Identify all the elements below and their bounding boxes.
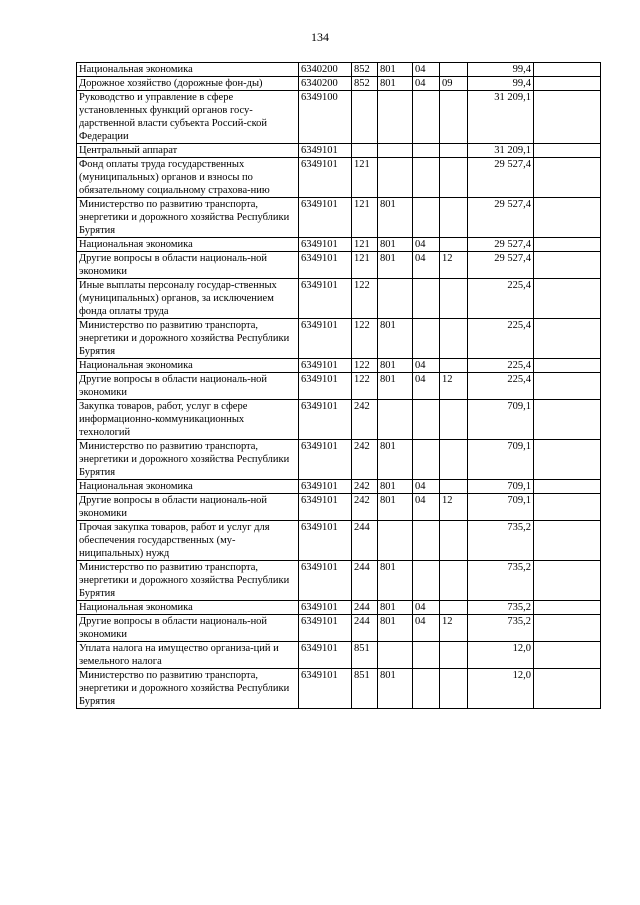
cell-target-code: 6340200 (299, 77, 352, 91)
cell-expense-type: 244 (352, 521, 378, 561)
table-row (77, 238, 601, 252)
table-row (77, 480, 601, 494)
table-row (77, 373, 601, 400)
cell-name: Другие вопросы в области националь-ной экономики (77, 494, 299, 521)
cell-expense-type: 244 (352, 561, 378, 601)
cell-amount: 31 209,1 (468, 144, 534, 158)
table-row (77, 77, 601, 91)
cell-ministry-code: 801 (378, 63, 413, 77)
cell-empty (534, 144, 601, 158)
cell-name: Министерство по развитию транспорта, энергетики и дорожного хозяйства Республики Бурятия (77, 561, 299, 601)
cell-section: 04 (413, 480, 440, 494)
cell-ministry-code: 801 (378, 373, 413, 400)
cell-ministry-code: 801 (378, 440, 413, 480)
cell-name: Министерство по развитию транспорта, энергетики и дорожного хозяйства Республики Бурятия (77, 669, 299, 709)
cell-target-code: 6349101 (299, 373, 352, 400)
cell-empty (534, 238, 601, 252)
cell-subsection (440, 158, 468, 198)
cell-target-code: 6349101 (299, 440, 352, 480)
cell-expense-type: 242 (352, 400, 378, 440)
cell-subsection: 12 (440, 494, 468, 521)
cell-target-code: 6349101 (299, 521, 352, 561)
cell-ministry-code: 801 (378, 480, 413, 494)
cell-target-code: 6349101 (299, 494, 352, 521)
cell-ministry-code: 801 (378, 601, 413, 615)
cell-section (413, 521, 440, 561)
cell-empty (534, 642, 601, 669)
cell-target-code: 6349101 (299, 279, 352, 319)
cell-empty (534, 77, 601, 91)
cell-amount: 29 527,4 (468, 238, 534, 252)
cell-empty (534, 91, 601, 144)
cell-subsection: 12 (440, 615, 468, 642)
cell-amount: 225,4 (468, 359, 534, 373)
cell-section: 04 (413, 63, 440, 77)
cell-expense-type: 121 (352, 158, 378, 198)
cell-amount: 735,2 (468, 601, 534, 615)
cell-target-code: 6349101 (299, 359, 352, 373)
cell-empty (534, 359, 601, 373)
cell-ministry-code (378, 279, 413, 319)
budget-table-body (77, 63, 601, 709)
cell-ministry-code: 801 (378, 319, 413, 359)
cell-target-code: 6349101 (299, 642, 352, 669)
cell-target-code: 6349101 (299, 319, 352, 359)
cell-name: Уплата налога на имущество организа-ций и земельного налога (77, 642, 299, 669)
table-row (77, 63, 601, 77)
cell-name: Национальная экономика (77, 480, 299, 494)
cell-ministry-code: 801 (378, 494, 413, 521)
cell-empty (534, 521, 601, 561)
cell-name: Другие вопросы в области националь-ной экономики (77, 615, 299, 642)
cell-expense-type: 242 (352, 440, 378, 480)
cell-name: Иные выплаты персоналу государ-ственных (муниципальных) органов, за исключением фонда оплаты труда (77, 279, 299, 319)
cell-subsection: 12 (440, 252, 468, 279)
cell-amount: 31 209,1 (468, 91, 534, 144)
cell-name: Другие вопросы в области националь-ной экономики (77, 373, 299, 400)
cell-amount: 225,4 (468, 319, 534, 359)
cell-target-code: 6349101 (299, 669, 352, 709)
cell-amount: 709,1 (468, 480, 534, 494)
cell-amount: 99,4 (468, 63, 534, 77)
cell-target-code: 6349101 (299, 480, 352, 494)
cell-empty (534, 252, 601, 279)
table-row (77, 642, 601, 669)
cell-section: 04 (413, 601, 440, 615)
cell-target-code: 6340200 (299, 63, 352, 77)
cell-section (413, 669, 440, 709)
cell-section: 04 (413, 359, 440, 373)
cell-name: Прочая закупка товаров, работ и услуг для обеспечения государственных (му-ниципальных) нужд (77, 521, 299, 561)
cell-section: 04 (413, 373, 440, 400)
cell-expense-type: 244 (352, 601, 378, 615)
cell-target-code: 6349101 (299, 238, 352, 252)
cell-name: Национальная экономика (77, 63, 299, 77)
cell-amount: 709,1 (468, 400, 534, 440)
table-row (77, 144, 601, 158)
cell-ministry-code (378, 91, 413, 144)
cell-expense-type: 852 (352, 77, 378, 91)
cell-section (413, 279, 440, 319)
cell-target-code: 6349101 (299, 158, 352, 198)
cell-ministry-code: 801 (378, 615, 413, 642)
cell-amount: 99,4 (468, 77, 534, 91)
cell-section: 04 (413, 77, 440, 91)
cell-target-code: 6349100 (299, 91, 352, 144)
cell-subsection (440, 238, 468, 252)
cell-name: Национальная экономика (77, 601, 299, 615)
cell-amount: 29 527,4 (468, 252, 534, 279)
cell-empty (534, 669, 601, 709)
table-row (77, 158, 601, 198)
cell-amount: 735,2 (468, 615, 534, 642)
cell-subsection: 09 (440, 77, 468, 91)
cell-expense-type: 121 (352, 198, 378, 238)
cell-ministry-code: 801 (378, 359, 413, 373)
cell-ministry-code (378, 642, 413, 669)
cell-subsection (440, 601, 468, 615)
cell-subsection (440, 63, 468, 77)
cell-section (413, 198, 440, 238)
cell-amount: 225,4 (468, 373, 534, 400)
cell-target-code: 6349101 (299, 615, 352, 642)
cell-section (413, 400, 440, 440)
cell-section (413, 144, 440, 158)
cell-name: Фонд оплаты труда государственных (муниципальных) органов и взносы по обязательному социальному страхова-нию (77, 158, 299, 198)
cell-ministry-code: 801 (378, 238, 413, 252)
cell-subsection (440, 440, 468, 480)
cell-subsection (440, 198, 468, 238)
cell-subsection (440, 319, 468, 359)
cell-name: Руководство и управление в сфере установленных функций органов госу-дарственной власти субъекта Россий-ской Федерации (77, 91, 299, 144)
cell-empty (534, 373, 601, 400)
cell-target-code: 6349101 (299, 198, 352, 238)
cell-name: Другие вопросы в области националь-ной экономики (77, 252, 299, 279)
cell-ministry-code (378, 400, 413, 440)
cell-amount: 735,2 (468, 561, 534, 601)
cell-subsection (440, 400, 468, 440)
budget-table (76, 62, 601, 709)
cell-amount: 29 527,4 (468, 198, 534, 238)
cell-section (413, 158, 440, 198)
cell-ministry-code (378, 158, 413, 198)
cell-empty (534, 601, 601, 615)
table-row (77, 669, 601, 709)
cell-name: Закупка товаров, работ, услуг в сфере информационно-коммуникационных технологий (77, 400, 299, 440)
cell-name: Министерство по развитию транспорта, энергетики и дорожного хозяйства Республики Бурятия (77, 198, 299, 238)
table-row (77, 561, 601, 601)
cell-section (413, 642, 440, 669)
table-row (77, 91, 601, 144)
cell-ministry-code (378, 144, 413, 158)
cell-target-code: 6349101 (299, 252, 352, 279)
cell-name: Дорожное хозяйство (дорожные фон-ды) (77, 77, 299, 91)
cell-subsection (440, 480, 468, 494)
cell-subsection (440, 279, 468, 319)
cell-empty (534, 615, 601, 642)
table-row (77, 400, 601, 440)
cell-subsection (440, 359, 468, 373)
cell-expense-type: 242 (352, 480, 378, 494)
cell-amount: 12,0 (468, 642, 534, 669)
cell-empty (534, 561, 601, 601)
cell-amount: 29 527,4 (468, 158, 534, 198)
cell-ministry-code: 801 (378, 77, 413, 91)
cell-amount: 709,1 (468, 440, 534, 480)
cell-name: Центральный аппарат (77, 144, 299, 158)
cell-target-code: 6349101 (299, 561, 352, 601)
cell-section: 04 (413, 252, 440, 279)
table-row (77, 440, 601, 480)
cell-expense-type: 852 (352, 63, 378, 77)
cell-empty (534, 440, 601, 480)
cell-target-code: 6349101 (299, 144, 352, 158)
cell-expense-type: 851 (352, 642, 378, 669)
table-row (77, 615, 601, 642)
cell-subsection (440, 91, 468, 144)
cell-expense-type: 121 (352, 252, 378, 279)
cell-section (413, 319, 440, 359)
table-row (77, 319, 601, 359)
cell-empty (534, 494, 601, 521)
cell-empty (534, 63, 601, 77)
cell-section (413, 561, 440, 601)
table-row (77, 359, 601, 373)
cell-section (413, 91, 440, 144)
table-row (77, 279, 601, 319)
cell-ministry-code (378, 521, 413, 561)
cell-ministry-code: 801 (378, 198, 413, 238)
cell-empty (534, 319, 601, 359)
cell-amount: 225,4 (468, 279, 534, 319)
cell-expense-type: 122 (352, 279, 378, 319)
table-row (77, 601, 601, 615)
table-row (77, 252, 601, 279)
cell-subsection: 12 (440, 373, 468, 400)
cell-name: Министерство по развитию транспорта, энергетики и дорожного хозяйства Республики Бурятия (77, 440, 299, 480)
cell-ministry-code: 801 (378, 561, 413, 601)
cell-section (413, 440, 440, 480)
cell-target-code: 6349101 (299, 400, 352, 440)
cell-subsection (440, 642, 468, 669)
table-row (77, 494, 601, 521)
cell-expense-type: 122 (352, 359, 378, 373)
cell-section: 04 (413, 494, 440, 521)
cell-ministry-code: 801 (378, 252, 413, 279)
cell-empty (534, 400, 601, 440)
cell-name: Национальная экономика (77, 359, 299, 373)
cell-name: Министерство по развитию транспорта, энергетики и дорожного хозяйства Республики Бурятия (77, 319, 299, 359)
table-row (77, 198, 601, 238)
cell-expense-type: 122 (352, 373, 378, 400)
cell-name: Национальная экономика (77, 238, 299, 252)
cell-amount: 735,2 (468, 521, 534, 561)
cell-expense-type: 851 (352, 669, 378, 709)
cell-expense-type (352, 91, 378, 144)
cell-empty (534, 198, 601, 238)
table-row (77, 521, 601, 561)
cell-section: 04 (413, 238, 440, 252)
cell-subsection (440, 144, 468, 158)
cell-expense-type: 121 (352, 238, 378, 252)
page-number: 134 (311, 30, 329, 44)
cell-empty (534, 158, 601, 198)
cell-expense-type (352, 144, 378, 158)
cell-expense-type: 242 (352, 494, 378, 521)
cell-expense-type: 244 (352, 615, 378, 642)
cell-target-code: 6349101 (299, 601, 352, 615)
cell-empty (534, 279, 601, 319)
cell-ministry-code: 801 (378, 669, 413, 709)
cell-amount: 12,0 (468, 669, 534, 709)
cell-subsection (440, 561, 468, 601)
cell-empty (534, 480, 601, 494)
cell-amount: 709,1 (468, 494, 534, 521)
cell-subsection (440, 521, 468, 561)
cell-expense-type: 122 (352, 319, 378, 359)
cell-section: 04 (413, 615, 440, 642)
cell-subsection (440, 669, 468, 709)
